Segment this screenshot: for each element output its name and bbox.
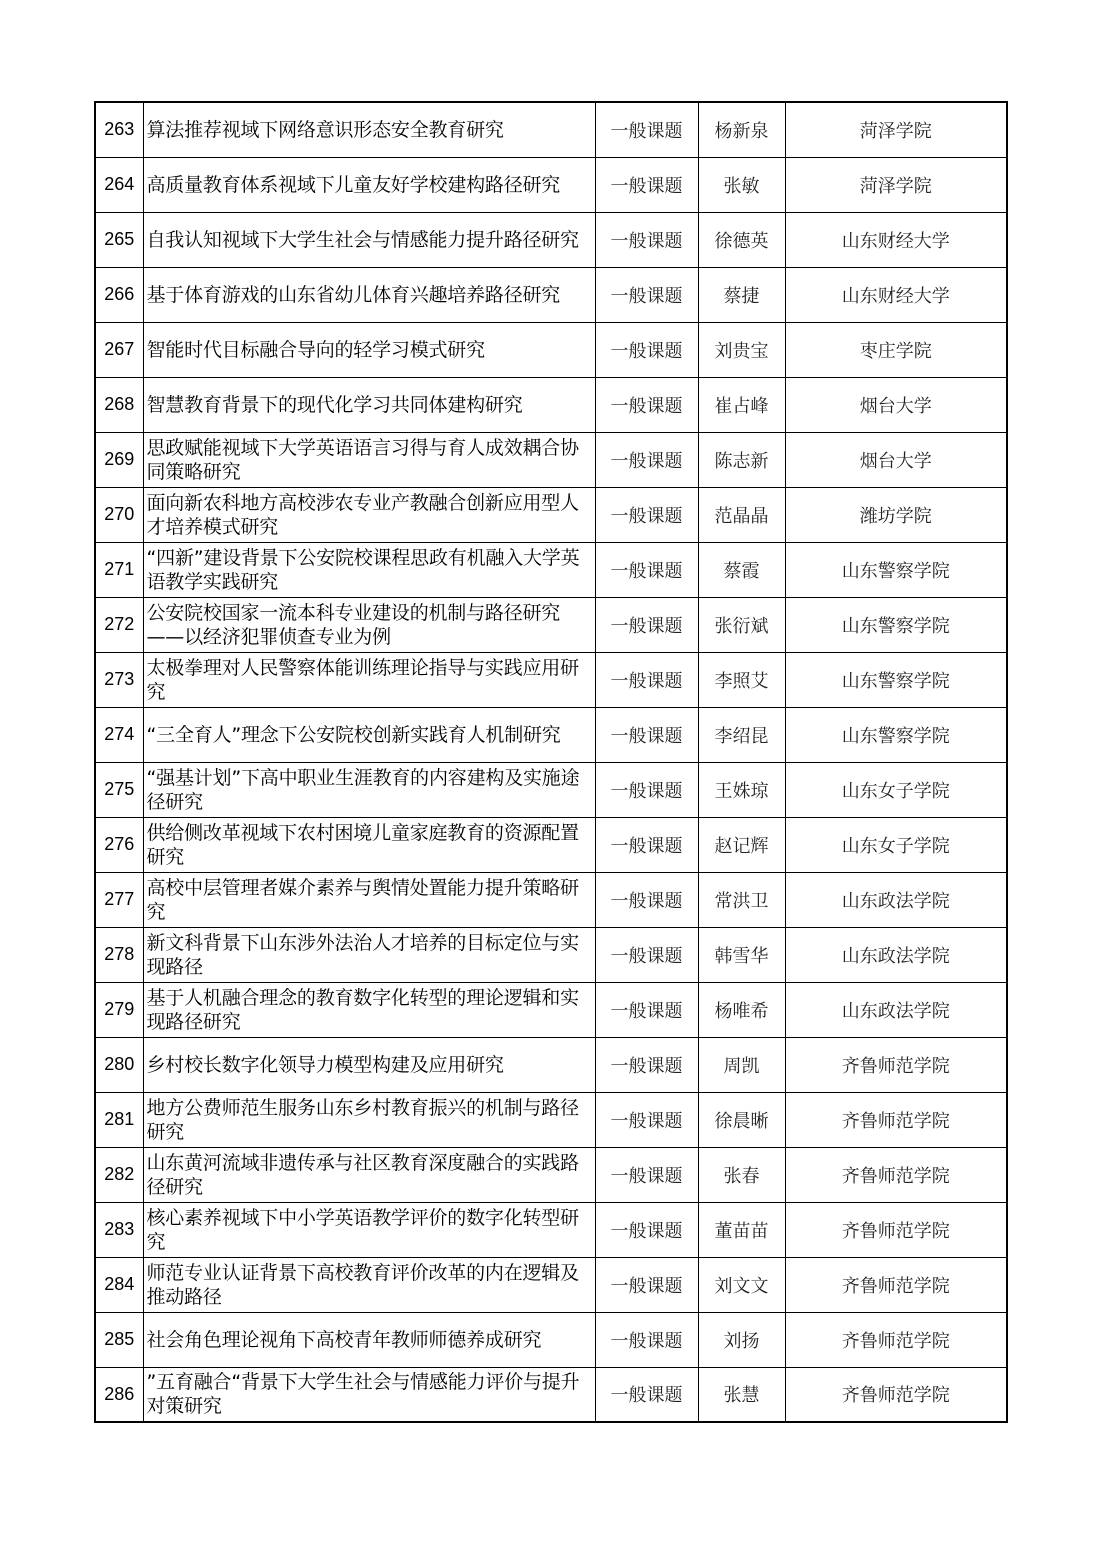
project-type-text: 一般课题: [610, 120, 683, 142]
institution-text: 山东政法学院: [841, 1000, 950, 1022]
institution-cell: [785, 487, 1007, 542]
project-title-text: “四新”建设背景下公安院校课程思政有机融入大学英语教学实践研究: [146, 546, 580, 593]
row-number-text: 279: [104, 999, 135, 1019]
project-type-cell: [595, 1092, 698, 1147]
row-number-cell: [95, 157, 143, 212]
principal-investigator-cell: [698, 707, 785, 762]
table-row: [95, 927, 1007, 982]
institution-cell: [785, 707, 1007, 762]
row-number-text: 269: [104, 449, 135, 469]
project-title-cell: [143, 652, 595, 707]
project-type-text: 一般课题: [610, 1000, 683, 1022]
row-number-cell: [95, 212, 143, 267]
row-number-text: 266: [104, 284, 135, 304]
project-type-text: 一般课题: [610, 1385, 683, 1407]
institution-cell: [785, 1367, 1007, 1422]
project-type-cell: [595, 927, 698, 982]
project-title-text: 面向新农科地方高校涉农专业产教融合创新应用型人才培养模式研究: [146, 491, 579, 538]
project-type-cell: [595, 652, 698, 707]
principal-investigator-cell: [698, 1037, 785, 1092]
principal-investigator-text: 陈志新: [714, 450, 769, 472]
project-type-cell: [595, 1312, 698, 1367]
institution-text: 山东警察学院: [841, 560, 950, 582]
principal-investigator-text: 杨新泉: [714, 120, 769, 142]
project-title-cell: [143, 1367, 595, 1422]
row-number-text: 273: [104, 669, 135, 689]
project-title-cell: [143, 267, 595, 322]
project-type-text: 一般课题: [610, 1055, 683, 1077]
table-row: [95, 212, 1007, 267]
project-title-cell: [143, 1257, 595, 1312]
institution-text: 山东警察学院: [841, 725, 950, 747]
row-number-cell: [95, 377, 143, 432]
principal-investigator-cell: [698, 652, 785, 707]
row-number-cell: [95, 872, 143, 927]
project-type-text: 一般课题: [610, 835, 683, 857]
institution-text: 齐鲁师范学院: [841, 1385, 950, 1407]
institution-text: 山东政法学院: [841, 890, 950, 912]
institution-cell: [785, 267, 1007, 322]
principal-investigator-text: 徐德英: [714, 230, 769, 252]
table-row: [95, 982, 1007, 1037]
project-title-cell: [143, 1092, 595, 1147]
principal-investigator-text: 刘扬: [723, 1330, 760, 1352]
project-title-cell: [143, 212, 595, 267]
institution-cell: [785, 1312, 1007, 1367]
row-number-cell: [95, 597, 143, 652]
row-number-text: 270: [104, 504, 135, 524]
project-title-cell: [143, 927, 595, 982]
project-title-text: 师范专业认证背景下高校教育评价改革的内在逻辑及推动路径: [146, 1261, 579, 1308]
project-title-text: 自我认知视域下大学生社会与情感能力提升路径研究: [146, 228, 579, 251]
row-number-text: 276: [104, 834, 135, 854]
row-number-cell: [95, 1312, 143, 1367]
project-title-text: 供给侧改革视域下农村困境儿童家庭教育的资源配置研究: [146, 821, 579, 868]
principal-investigator-cell: [698, 927, 785, 982]
row-number-text: 283: [104, 1219, 135, 1239]
institution-cell: [785, 652, 1007, 707]
project-title-text: 思政赋能视域下大学英语语言习得与育人成效耦合协同策略研究: [146, 436, 579, 483]
project-type-text: 一般课题: [610, 340, 683, 362]
principal-investigator-text: 李照艾: [714, 670, 769, 692]
project-type-text: 一般课题: [610, 505, 683, 527]
institution-text: 齐鲁师范学院: [841, 1110, 950, 1132]
institution-cell: [785, 157, 1007, 212]
table-row: [95, 377, 1007, 432]
table-row: [95, 1202, 1007, 1257]
row-number-text: 278: [104, 944, 135, 964]
row-number-text: 274: [104, 724, 135, 744]
project-title-text: “强基计划”下高中职业生涯教育的内容建构及实施途径研究: [146, 766, 580, 813]
table-row: [95, 1367, 1007, 1422]
project-type-cell: [595, 377, 698, 432]
project-title-text: ”五育融合“背景下大学生社会与情感能力评价与提升对策研究: [146, 1371, 580, 1418]
table-row: [95, 267, 1007, 322]
principal-investigator-cell: [698, 597, 785, 652]
row-number-text: 277: [104, 889, 135, 909]
institution-cell: [785, 982, 1007, 1037]
institution-text: 山东警察学院: [841, 670, 950, 692]
project-type-cell: [595, 1257, 698, 1312]
institution-text: 山东财经大学: [841, 285, 950, 307]
institution-text: 齐鲁师范学院: [841, 1165, 950, 1187]
project-title-text: 社会角色理论视角下高校青年教师师德养成研究: [146, 1328, 542, 1351]
principal-investigator-cell: [698, 322, 785, 377]
principal-investigator-text: 崔占峰: [714, 395, 769, 417]
project-title-text: 地方公费师范生服务山东乡村教育振兴的机制与路径研究: [146, 1096, 579, 1143]
principal-investigator-cell: [698, 377, 785, 432]
row-number-text: 271: [104, 559, 135, 579]
row-number-text: 275: [104, 779, 135, 799]
project-type-text: 一般课题: [610, 945, 683, 967]
row-number-text: 264: [104, 174, 135, 194]
project-type-cell: [595, 872, 698, 927]
table-row: [95, 762, 1007, 817]
principal-investigator-text: 常洪卫: [714, 890, 769, 912]
project-title-cell: [143, 817, 595, 872]
project-type-text: 一般课题: [610, 670, 683, 692]
row-number-cell: [95, 1092, 143, 1147]
project-title-text: 山东黄河流域非遗传承与社区教育深度融合的实践路径研究: [146, 1151, 579, 1198]
project-title-text: 高质量教育体系视域下儿童友好学校建构路径研究: [146, 173, 561, 196]
principal-investigator-cell: [698, 487, 785, 542]
project-title-cell: [143, 102, 595, 157]
project-type-text: 一般课题: [610, 395, 683, 417]
institution-text: 齐鲁师范学院: [841, 1055, 950, 1077]
project-type-cell: [595, 322, 698, 377]
row-number-cell: [95, 817, 143, 872]
project-title-cell: [143, 1147, 595, 1202]
project-title-text: 基于人机融合理念的教育数字化转型的理论逻辑和实现路径研究: [146, 986, 579, 1033]
project-type-cell: [595, 487, 698, 542]
project-title-cell: [143, 1312, 595, 1367]
project-type-cell: [595, 597, 698, 652]
project-title-cell: [143, 157, 595, 212]
project-type-text: 一般课题: [610, 1220, 683, 1242]
principal-investigator-cell: [698, 1312, 785, 1367]
project-type-cell: [595, 432, 698, 487]
principal-investigator-cell: [698, 762, 785, 817]
project-title-cell: [143, 597, 595, 652]
project-title-cell: [143, 707, 595, 762]
project-type-text: 一般课题: [610, 615, 683, 637]
principal-investigator-cell: [698, 872, 785, 927]
institution-text: 烟台大学: [859, 395, 932, 417]
row-number-cell: [95, 487, 143, 542]
institution-text: 山东女子学院: [841, 835, 950, 857]
row-number-cell: [95, 1367, 143, 1422]
project-type-text: 一般课题: [610, 1110, 683, 1132]
row-number-cell: [95, 1147, 143, 1202]
project-title-cell: [143, 982, 595, 1037]
principal-investigator-cell: [698, 1257, 785, 1312]
row-number-cell: [95, 982, 143, 1037]
project-title-text: “三全育人”理念下公安院校创新实践育人机制研究: [146, 723, 561, 746]
project-type-text: 一般课题: [610, 1330, 683, 1352]
institution-cell: [785, 762, 1007, 817]
row-number-cell: [95, 267, 143, 322]
project-type-cell: [595, 817, 698, 872]
principal-investigator-cell: [698, 157, 785, 212]
project-title-cell: [143, 432, 595, 487]
project-type-cell: [595, 267, 698, 322]
institution-text: 菏泽学院: [859, 175, 932, 197]
principal-investigator-text: 张春: [723, 1165, 760, 1187]
principal-investigator-text: 张敏: [723, 175, 760, 197]
principal-investigator-text: 董苗苗: [714, 1220, 769, 1242]
table-row: [95, 157, 1007, 212]
project-title-text: 基于体育游戏的山东省幼儿体育兴趣培养路径研究: [146, 283, 561, 306]
table-row: [95, 322, 1007, 377]
project-type-text: 一般课题: [610, 230, 683, 252]
project-title-text: 核心素养视域下中小学英语教学评价的数字化转型研究: [146, 1206, 579, 1253]
principal-investigator-cell: [698, 817, 785, 872]
institution-cell: [785, 322, 1007, 377]
institution-text: 山东政法学院: [841, 945, 950, 967]
project-type-text: 一般课题: [610, 285, 683, 307]
project-title-text: 算法推荐视域下网络意识形态安全教育研究: [146, 118, 504, 141]
row-number-cell: [95, 102, 143, 157]
project-type-cell: [595, 1202, 698, 1257]
row-number-text: 272: [104, 614, 135, 634]
institution-cell: [785, 1092, 1007, 1147]
principal-investigator-text: 刘贵宝: [714, 340, 769, 362]
project-title-text: 智慧教育背景下的现代化学习共同体建构研究: [146, 393, 523, 416]
table-row: [95, 597, 1007, 652]
project-title-text: 太极拳理对人民警察体能训练理论指导与实践应用研究: [146, 656, 579, 703]
institution-text: 齐鲁师范学院: [841, 1330, 950, 1352]
row-number-cell: [95, 707, 143, 762]
principal-investigator-cell: [698, 1147, 785, 1202]
project-type-cell: [595, 1037, 698, 1092]
principal-investigator-cell: [698, 102, 785, 157]
project-title-text: 乡村校长数字化领导力模型构建及应用研究: [146, 1053, 504, 1076]
table-row: [95, 652, 1007, 707]
institution-cell: [785, 927, 1007, 982]
row-number-text: 285: [104, 1329, 135, 1349]
principal-investigator-text: 蔡捷: [723, 285, 760, 307]
institution-cell: [785, 817, 1007, 872]
principal-investigator-text: 赵记辉: [714, 835, 769, 857]
project-type-cell: [595, 1367, 698, 1422]
principal-investigator-cell: [698, 1367, 785, 1422]
principal-investigator-text: 周凯: [723, 1055, 760, 1077]
principal-investigator-cell: [698, 432, 785, 487]
principal-investigator-cell: [698, 212, 785, 267]
principal-investigator-text: 张慧: [723, 1385, 760, 1407]
institution-cell: [785, 1037, 1007, 1092]
row-number-text: 280: [104, 1054, 135, 1074]
institution-cell: [785, 432, 1007, 487]
principal-investigator-cell: [698, 1092, 785, 1147]
row-number-cell: [95, 542, 143, 597]
row-number-text: 263: [104, 119, 135, 140]
table-row: [95, 1037, 1007, 1092]
institution-text: 山东财经大学: [841, 230, 950, 252]
project-title-text: 公安院校国家一流本科专业建设的机制与路径研究——以经济犯罪侦查专业为例: [146, 601, 561, 648]
project-title-cell: [143, 542, 595, 597]
project-type-text: 一般课题: [610, 780, 683, 802]
institution-text: 山东警察学院: [841, 615, 950, 637]
project-type-cell: [595, 982, 698, 1037]
principal-investigator-text: 王姝琼: [714, 780, 769, 802]
institution-cell: [785, 597, 1007, 652]
table-body: [95, 102, 1007, 1422]
table-row: [95, 707, 1007, 762]
project-title-text: 高校中层管理者媒介素养与舆情处置能力提升策略研究: [146, 876, 579, 923]
project-title-cell: [143, 1202, 595, 1257]
project-type-cell: [595, 1147, 698, 1202]
project-type-cell: [595, 762, 698, 817]
principal-investigator-cell: [698, 267, 785, 322]
project-title-cell: [143, 762, 595, 817]
institution-text: 齐鲁师范学院: [841, 1220, 950, 1242]
table-row: [95, 817, 1007, 872]
principal-investigator-text: 徐晨晰: [714, 1110, 769, 1132]
project-title-text: 智能时代目标融合导向的轻学习模式研究: [146, 338, 485, 361]
project-type-text: 一般课题: [610, 560, 683, 582]
row-number-text: 286: [104, 1383, 135, 1404]
project-type-text: 一般课题: [610, 890, 683, 912]
project-type-text: 一般课题: [610, 1275, 683, 1297]
project-type-cell: [595, 542, 698, 597]
project-type-cell: [595, 212, 698, 267]
table-row: [95, 872, 1007, 927]
project-type-text: 一般课题: [610, 725, 683, 747]
institution-text: 潍坊学院: [859, 505, 932, 527]
principal-investigator-cell: [698, 1202, 785, 1257]
project-type-cell: [595, 157, 698, 212]
row-number-cell: [95, 1202, 143, 1257]
institution-cell: [785, 1257, 1007, 1312]
row-number-text: 282: [104, 1164, 135, 1184]
project-type-cell: [595, 102, 698, 157]
project-type-text: 一般课题: [610, 175, 683, 197]
row-number-text: 265: [104, 229, 135, 249]
project-title-cell: [143, 322, 595, 377]
institution-text: 枣庄学院: [859, 340, 932, 362]
institution-text: 齐鲁师范学院: [841, 1275, 950, 1297]
project-list-table: [94, 101, 1008, 1423]
row-number-text: 268: [104, 394, 135, 414]
institution-cell: [785, 872, 1007, 927]
table-row: [95, 1257, 1007, 1312]
project-title-cell: [143, 1037, 595, 1092]
institution-text: 烟台大学: [859, 450, 932, 472]
principal-investigator-text: 范晶晶: [714, 505, 769, 527]
table-row: [95, 432, 1007, 487]
table-row: [95, 1092, 1007, 1147]
institution-text: 山东女子学院: [841, 780, 950, 802]
institution-cell: [785, 102, 1007, 157]
row-number-text: 267: [104, 339, 135, 359]
institution-text: 菏泽学院: [859, 120, 932, 142]
table-row: [95, 487, 1007, 542]
row-number-cell: [95, 762, 143, 817]
institution-cell: [785, 1202, 1007, 1257]
principal-investigator-cell: [698, 542, 785, 597]
principal-investigator-cell: [698, 982, 785, 1037]
row-number-cell: [95, 652, 143, 707]
project-title-cell: [143, 487, 595, 542]
institution-cell: [785, 377, 1007, 432]
project-type-cell: [595, 707, 698, 762]
project-type-text: 一般课题: [610, 1165, 683, 1187]
institution-cell: [785, 1147, 1007, 1202]
project-title-cell: [143, 377, 595, 432]
institution-cell: [785, 212, 1007, 267]
principal-investigator-text: 蔡霞: [723, 560, 760, 582]
project-type-text: 一般课题: [610, 450, 683, 472]
institution-cell: [785, 542, 1007, 597]
principal-investigator-text: 李绍昆: [714, 725, 769, 747]
table-row: [95, 542, 1007, 597]
project-title-text: 新文科背景下山东涉外法治人才培养的目标定位与实现路径: [146, 931, 579, 978]
principal-investigator-text: 刘文文: [714, 1275, 769, 1297]
row-number-cell: [95, 1037, 143, 1092]
project-title-cell: [143, 872, 595, 927]
principal-investigator-text: 杨唯希: [714, 1000, 769, 1022]
principal-investigator-text: 韩雪华: [714, 945, 769, 967]
row-number-cell: [95, 1257, 143, 1312]
table-row: [95, 1312, 1007, 1367]
row-number-cell: [95, 927, 143, 982]
row-number-cell: [95, 322, 143, 377]
row-number-text: 284: [104, 1274, 135, 1294]
table-row: [95, 1147, 1007, 1202]
row-number-cell: [95, 432, 143, 487]
row-number-text: 281: [104, 1109, 135, 1129]
principal-investigator-text: 张衍斌: [714, 615, 769, 637]
table-row: [95, 102, 1007, 157]
